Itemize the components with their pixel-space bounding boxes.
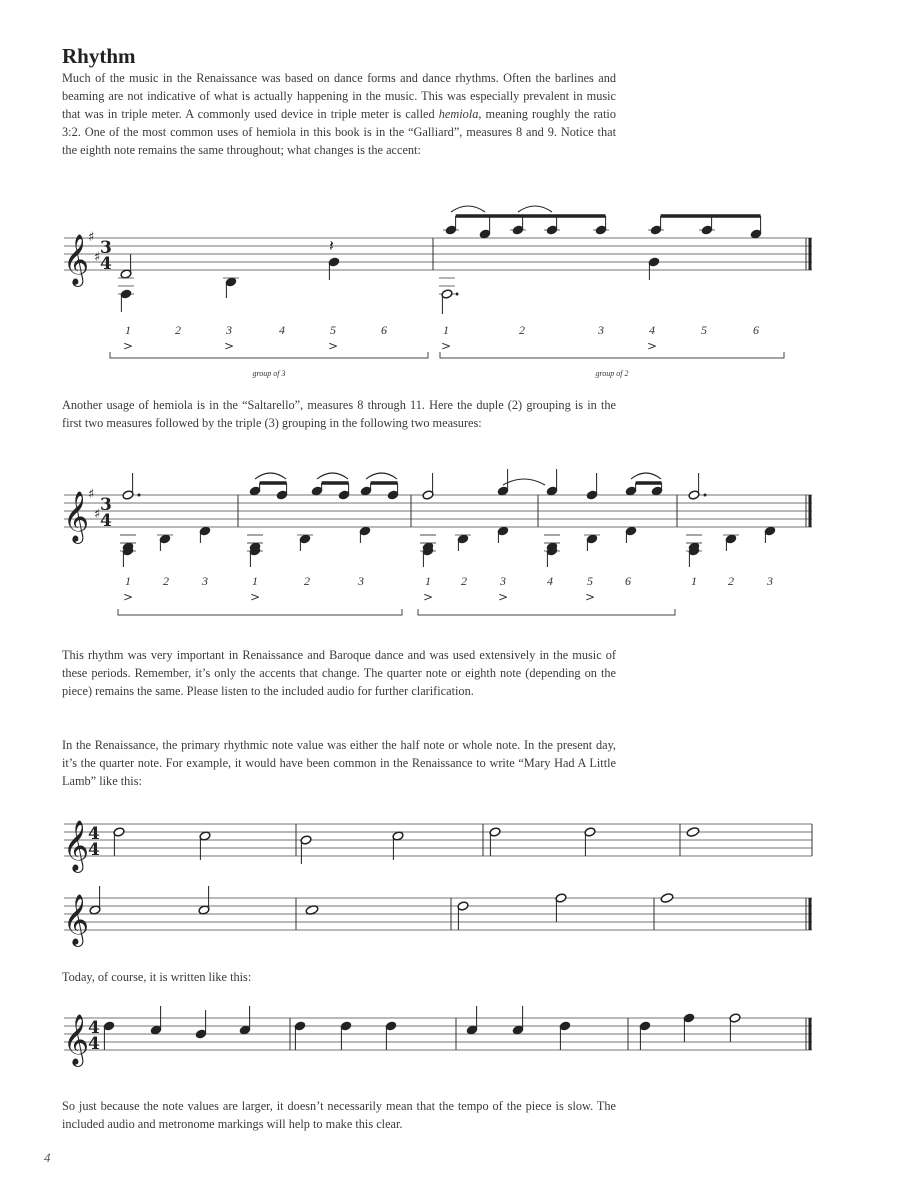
count-number: 1 (691, 574, 697, 588)
tempo-paragraph: So just because the note values are larger, it doesn’t necessarily mean that the tempo of the piece is slow. The included audio and metronome markings will help to make this clear. (62, 1099, 616, 1131)
group-label: group of 3 (252, 369, 286, 378)
count-number: 6 (625, 574, 631, 588)
count-number: 5 (701, 323, 707, 337)
count-number: 6 (381, 323, 387, 337)
note-value-paragraph: In the Renaissance, the primary rhythmic note value was either the half note or whole note. In the present day, it’s the quarter note. For example, it would have been common in the Renaissance to write “Mary Had A Little Lamb” like this: (62, 738, 616, 788)
count-number: 1 (125, 323, 131, 337)
accent-mark: > (422, 590, 434, 604)
hemiola-example-galliard (0, 190, 900, 390)
mary-lamb-renaissance-notation (0, 810, 900, 960)
count-number: 2 (304, 574, 310, 588)
grouping-bracket (418, 609, 675, 615)
count-number: 4 (547, 574, 553, 588)
notehead (660, 893, 674, 904)
slur (255, 473, 286, 479)
accent-mark: > (497, 590, 509, 604)
time-signature-top: 4 (88, 824, 100, 844)
accent-mark: > (249, 590, 261, 604)
treble-clef-icon: 𝄞 (63, 491, 90, 542)
count-number: 6 (753, 323, 759, 337)
mary-lamb-modern-notation (0, 1000, 900, 1070)
today-paragraph: Today, of course, it is written like this: (62, 970, 252, 984)
sharp-f-icon: ♯ (88, 230, 95, 245)
count-number: 2 (163, 574, 169, 588)
saltarello-paragraph: Another usage of hemiola is in the “Saltarello”, measures 8 through 11. Here the duple (2) grouping is in the first two measures followed by the triple (3) grouping in the following two measures: (62, 398, 616, 430)
grouping-bracket (110, 352, 428, 358)
time-signature-bottom: 4 (88, 840, 100, 860)
treble-clef-icon: 𝄞 (63, 1014, 90, 1065)
count-number: 5 (587, 574, 593, 588)
time-signature-top: 3 (100, 495, 112, 515)
time-signature-top: 4 (88, 1018, 100, 1038)
time-signature-bottom: 4 (100, 254, 112, 274)
dot (704, 494, 707, 497)
count-number: 3 (202, 574, 208, 588)
count-number: 3 (767, 574, 773, 588)
grouping-bracket (440, 352, 784, 358)
time-signature-bottom: 4 (100, 511, 112, 531)
intro-text-1: Much of the music in the Renaissance was based on dance forms and dance rhythms. Often the barlines and beaming are not indicative of what is actually happening in the music. This was especially prevalent in music that was in triple meter. A commonly used device in triple meter is called (62, 71, 616, 121)
sharp-c-icon: ♯ (94, 250, 101, 265)
count-number: 1 (125, 574, 131, 588)
hemiola-example-saltarello (0, 465, 900, 635)
count-number: 1 (443, 323, 449, 337)
time-signature-top: 3 (100, 238, 112, 258)
dance-paragraph: This rhythm was very important in Renaissance and Baroque dance and was used extensively in the music of these periods. Remember, it’s only the accents that change. The quarter note or eighth note (depending on the piece) remains the same. Please listen to the included audio for further clarification. (62, 648, 616, 698)
count-number: 3 (598, 323, 604, 337)
slur (631, 473, 661, 479)
accent-mark: > (646, 339, 658, 353)
treble-clef-icon: 𝄞 (63, 894, 90, 945)
slur (366, 473, 397, 479)
page-number: 4 (44, 1150, 51, 1165)
quarter-rest-icon: 𝄽 (329, 236, 334, 255)
count-number: 2 (461, 574, 467, 588)
slur (317, 473, 348, 479)
group-label: group of 2 (595, 369, 629, 378)
accent-mark: > (327, 339, 339, 353)
accent-mark: > (122, 339, 134, 353)
dot (456, 293, 459, 296)
time-signature-bottom: 4 (88, 1034, 100, 1054)
count-number: 1 (252, 574, 258, 588)
count-number: 2 (175, 323, 181, 337)
count-number: 3 (500, 574, 506, 588)
count-number: 5 (330, 323, 336, 337)
count-number: 4 (649, 323, 655, 337)
slur (503, 479, 545, 485)
treble-clef-icon: 𝄞 (63, 820, 90, 871)
count-number: 3 (226, 323, 232, 337)
accent-mark: > (440, 339, 452, 353)
intro-paragraph (62, 69, 616, 159)
count-number: 2 (728, 574, 734, 588)
accent-mark: > (584, 590, 596, 604)
treble-clef-icon: 𝄞 (63, 234, 90, 285)
count-number: 1 (425, 574, 431, 588)
accent-mark: > (223, 339, 235, 353)
grouping-bracket (118, 609, 402, 615)
sharp-f-icon: ♯ (88, 487, 95, 502)
count-number: 2 (519, 323, 525, 337)
count-number: 3 (358, 574, 364, 588)
slur (518, 206, 552, 212)
accent-mark: > (122, 590, 134, 604)
dot (138, 494, 141, 497)
count-number: 4 (279, 323, 285, 337)
sharp-c-icon: ♯ (94, 507, 101, 522)
slur (451, 206, 485, 212)
notehead (686, 827, 700, 838)
intro-text-2: , meaning roughly the ratio 3:2. One of the most common uses of hemiola in this book is in the “Galliard”, measures 8 and 9. Notice that the eighth note remains the same throughout; what changes is the accent: (62, 107, 616, 157)
intro-term: hemiola (438, 107, 479, 121)
section-heading: Rhythm (62, 44, 136, 68)
